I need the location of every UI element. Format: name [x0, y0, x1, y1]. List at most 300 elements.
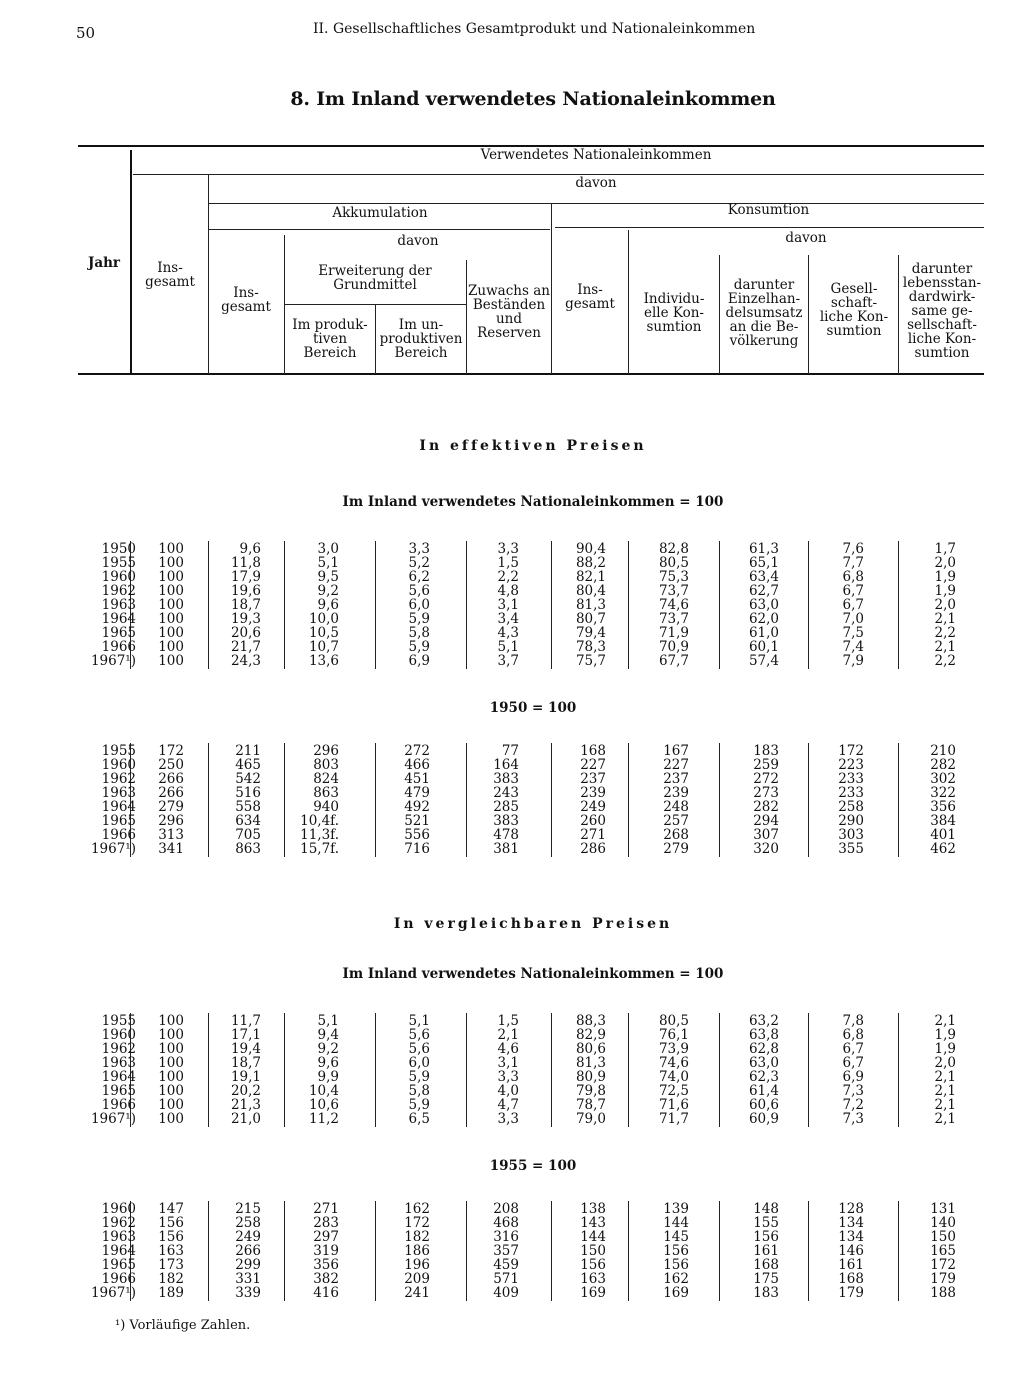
cell-gesellschaftliche: 6,7	[842, 1041, 864, 1057]
section-title-vergleichbar: In vergleichbaren Preisen	[393, 916, 673, 932]
cell-produktiv: 10,4	[308, 1083, 339, 1099]
cell-einzelhandel: 175	[753, 1271, 779, 1287]
cell-einzelhandel: 63,0	[748, 1055, 779, 1071]
cell-gesellschaftliche: 146	[838, 1243, 864, 1259]
col-header-einzelhandel: darunter Einzelhan- delsumsatz an die Be- völkerung	[725, 277, 803, 349]
cell-gesellschaftliche: 258	[838, 799, 864, 815]
cell-akk-insgesamt: 299	[235, 1257, 261, 1273]
cell-zuwachs: 3,1	[497, 1055, 519, 1071]
cell-insgesamt: 100	[158, 1111, 184, 1127]
cell-insgesamt: 147	[158, 1201, 184, 1217]
cell-zuwachs: 459	[493, 1257, 519, 1273]
cell-insgesamt: 100	[158, 555, 184, 571]
col-header-lebensstandard: darunter lebensstan- dardwirk- same ge- sellschaft- liche Kon- sumtion	[902, 261, 982, 361]
cell-einzelhandel: 307	[753, 827, 779, 843]
cell-unproduktiv: 479	[404, 785, 430, 801]
cell-unproduktiv: 272	[404, 743, 430, 759]
cell-akk-insgesamt: 20,6	[230, 625, 261, 641]
cell-gesellschaftliche: 7,7	[842, 555, 864, 571]
cell-jahr: 1966	[101, 1271, 136, 1287]
cell-unproduktiv: 5,8	[408, 625, 430, 641]
cell-jahr: 1962	[101, 771, 136, 787]
cell-lebensstandard: 2,1	[934, 1013, 956, 1029]
cell-insgesamt: 266	[158, 785, 184, 801]
cell-produktiv: 803	[313, 757, 339, 773]
cell-unproduktiv: 162	[404, 1201, 430, 1217]
cell-zuwachs: 4,0	[497, 1083, 519, 1099]
cell-zuwachs: 2,2	[497, 569, 519, 585]
cell-individuelle: 74,0	[658, 1069, 689, 1085]
cell-lebensstandard: 210	[930, 743, 956, 759]
cell-produktiv: 9,9	[317, 1069, 339, 1085]
cell-einzelhandel: 272	[753, 771, 779, 787]
cell-einzelhandel: 155	[753, 1215, 779, 1231]
cell-individuelle: 237	[663, 771, 689, 787]
cell-unproduktiv: 6,2	[408, 569, 430, 585]
cell-individuelle: 257	[663, 813, 689, 829]
cell-einzelhandel: 57,4	[748, 653, 779, 669]
cell-kons-insgesamt: 80,7	[575, 611, 606, 627]
cell-insgesamt: 100	[158, 1027, 184, 1043]
cell-jahr: 1962	[101, 1041, 136, 1057]
col-header-akk-insgesamt: Ins- gesamt	[221, 285, 271, 315]
cell-lebensstandard: 2,1	[934, 639, 956, 655]
cell-einzelhandel: 168	[753, 1257, 779, 1273]
cell-unproduktiv: 5,6	[408, 1027, 430, 1043]
cell-unproduktiv: 556	[404, 827, 430, 843]
cell-zuwachs: 4,8	[497, 583, 519, 599]
cell-produktiv: 824	[313, 771, 339, 787]
cell-produktiv: 863	[313, 785, 339, 801]
col-header-akkumulation: Akkumulation	[332, 205, 428, 221]
cell-gesellschaftliche: 6,7	[842, 583, 864, 599]
cell-akk-insgesamt: 17,1	[230, 1027, 261, 1043]
cell-kons-insgesamt: 88,3	[575, 1013, 606, 1029]
cell-lebensstandard: 384	[930, 813, 956, 829]
cell-individuelle: 71,6	[658, 1097, 689, 1113]
cell-kons-insgesamt: 138	[580, 1201, 606, 1217]
cell-kons-insgesamt: 143	[580, 1215, 606, 1231]
cell-lebensstandard: 2,1	[934, 1111, 956, 1127]
cell-jahr: 1962	[101, 583, 136, 599]
cell-einzelhandel: 282	[753, 799, 779, 815]
cell-kons-insgesamt: 144	[580, 1229, 606, 1245]
col-header-konsumtion: Konsumtion	[727, 202, 810, 218]
cell-kons-insgesamt: 271	[580, 827, 606, 843]
cell-produktiv: 319	[313, 1243, 339, 1259]
cell-lebensstandard: 2,2	[934, 653, 956, 669]
cell-unproduktiv: 241	[404, 1285, 430, 1301]
col-header-jahr: Jahr	[87, 255, 121, 271]
cell-produktiv: 9,4	[317, 1027, 339, 1043]
cell-akk-insgesamt: 19,4	[230, 1041, 261, 1057]
cell-kons-insgesamt: 90,4	[575, 541, 606, 557]
cell-akk-insgesamt: 705	[235, 827, 261, 843]
cell-individuelle: 73,7	[658, 611, 689, 627]
cell-zuwachs: 316	[493, 1229, 519, 1245]
cell-lebensstandard: 356	[930, 799, 956, 815]
cell-unproduktiv: 5,8	[408, 1083, 430, 1099]
cell-akk-insgesamt: 516	[235, 785, 261, 801]
cell-individuelle: 156	[663, 1257, 689, 1273]
cell-einzelhandel: 161	[753, 1243, 779, 1259]
block-subtitle: Im Inland verwendetes Nationaleinkommen = 100	[342, 494, 724, 510]
cell-lebensstandard: 172	[930, 1257, 956, 1273]
cell-individuelle: 156	[663, 1243, 689, 1259]
cell-einzelhandel: 156	[753, 1229, 779, 1245]
cell-unproduktiv: 196	[404, 1257, 430, 1273]
cell-produktiv: 283	[313, 1215, 339, 1231]
cell-insgesamt: 100	[158, 1055, 184, 1071]
cell-kons-insgesamt: 239	[580, 785, 606, 801]
cell-individuelle: 70,9	[658, 639, 689, 655]
cell-unproduktiv: 186	[404, 1243, 430, 1259]
cell-einzelhandel: 60,6	[748, 1097, 779, 1113]
cell-akk-insgesamt: 634	[235, 813, 261, 829]
cell-jahr: 1964	[101, 611, 136, 627]
cell-individuelle: 167	[663, 743, 689, 759]
cell-unproduktiv: 716	[404, 841, 430, 857]
cell-insgesamt: 100	[158, 1041, 184, 1057]
block-subtitle: Im Inland verwendetes Nationaleinkommen = 100	[342, 966, 724, 982]
cell-produktiv: 9,6	[317, 1055, 339, 1071]
cell-kons-insgesamt: 237	[580, 771, 606, 787]
cell-lebensstandard: 1,9	[934, 569, 956, 585]
cell-produktiv: 9,2	[317, 1041, 339, 1057]
cell-individuelle: 74,6	[658, 597, 689, 613]
cell-zuwachs: 3,7	[497, 653, 519, 669]
cell-jahr: 1966	[101, 827, 136, 843]
cell-lebensstandard: 1,9	[934, 1027, 956, 1043]
cell-insgesamt: 250	[158, 757, 184, 773]
cell-kons-insgesamt: 78,7	[575, 1097, 606, 1113]
cell-einzelhandel: 259	[753, 757, 779, 773]
footnote: ¹) Vorläufige Zahlen.	[115, 1318, 251, 1333]
cell-individuelle: 73,9	[658, 1041, 689, 1057]
cell-jahr: 1966	[101, 639, 136, 655]
cell-akk-insgesamt: 21,3	[230, 1097, 261, 1113]
col-header-davon-kons: davon	[785, 230, 827, 246]
cell-kons-insgesamt: 75,7	[575, 653, 606, 669]
cell-kons-insgesamt: 163	[580, 1271, 606, 1287]
cell-zuwachs: 4,7	[497, 1097, 519, 1113]
cell-insgesamt: 341	[158, 841, 184, 857]
cell-unproduktiv: 6,5	[408, 1111, 430, 1127]
cell-insgesamt: 100	[158, 611, 184, 627]
cell-gesellschaftliche: 6,7	[842, 1055, 864, 1071]
cell-einzelhandel: 61,3	[748, 541, 779, 557]
cell-lebensstandard: 131	[930, 1201, 956, 1217]
cell-jahr: 1964	[101, 799, 136, 815]
col-header-unproduktiv: Im un- produktiven Bereich	[379, 317, 463, 361]
cell-lebensstandard: 1,9	[934, 1041, 956, 1057]
cell-zuwachs: 208	[493, 1201, 519, 1217]
col-header-davon-akk: davon	[397, 233, 439, 249]
col-header-insgesamt: Ins- gesamt	[145, 260, 195, 290]
cell-produktiv: 9,6	[317, 597, 339, 613]
cell-individuelle: 248	[663, 799, 689, 815]
cell-zuwachs: 285	[493, 799, 519, 815]
cell-einzelhandel: 320	[753, 841, 779, 857]
cell-zuwachs: 3,3	[497, 1111, 519, 1127]
cell-insgesamt: 172	[158, 743, 184, 759]
cell-gesellschaftliche: 134	[838, 1229, 864, 1245]
cell-lebensstandard: 179	[930, 1271, 956, 1287]
cell-akk-insgesamt: 542	[235, 771, 261, 787]
cell-jahr: 1964	[101, 1243, 136, 1259]
cell-gesellschaftliche: 7,5	[842, 625, 864, 641]
cell-kons-insgesamt: 227	[580, 757, 606, 773]
cell-produktiv: 9,2	[317, 583, 339, 599]
cell-zuwachs: 1,5	[497, 1013, 519, 1029]
cell-produktiv: 10,5	[308, 625, 339, 641]
cell-zuwachs: 77	[501, 743, 519, 759]
cell-unproduktiv: 6,9	[408, 653, 430, 669]
cell-insgesamt: 313	[158, 827, 184, 843]
block-subtitle: 1950 = 100	[489, 700, 577, 716]
cell-einzelhandel: 63,2	[748, 1013, 779, 1029]
cell-lebensstandard: 140	[930, 1215, 956, 1231]
cell-jahr: 1963	[101, 785, 136, 801]
cell-zuwachs: 3,3	[497, 541, 519, 557]
cell-lebensstandard: 401	[930, 827, 956, 843]
cell-produktiv: 13,6	[308, 653, 339, 669]
cell-jahr: 1955	[101, 555, 136, 571]
cell-gesellschaftliche: 134	[838, 1215, 864, 1231]
block-subtitle: 1955 = 100	[489, 1158, 577, 1174]
cell-jahr: 1963	[101, 597, 136, 613]
cell-unproduktiv: 492	[404, 799, 430, 815]
cell-lebensstandard: 2,0	[934, 597, 956, 613]
cell-akk-insgesamt: 19,6	[230, 583, 261, 599]
cell-einzelhandel: 183	[753, 743, 779, 759]
cell-zuwachs: 3,3	[497, 1069, 519, 1085]
cell-jahr: 1967¹)	[90, 653, 136, 669]
cell-gesellschaftliche: 161	[838, 1257, 864, 1273]
cell-insgesamt: 279	[158, 799, 184, 815]
cell-zuwachs: 2,1	[497, 1027, 519, 1043]
cell-zuwachs: 383	[493, 771, 519, 787]
cell-produktiv: 382	[313, 1271, 339, 1287]
cell-zuwachs: 4,6	[497, 1041, 519, 1057]
cell-lebensstandard: 2,1	[934, 1097, 956, 1113]
cell-gesellschaftliche: 168	[838, 1271, 864, 1287]
cell-kons-insgesamt: 82,1	[575, 569, 606, 585]
cell-individuelle: 227	[663, 757, 689, 773]
cell-jahr: 1965	[101, 813, 136, 829]
cell-individuelle: 80,5	[658, 555, 689, 571]
cell-zuwachs: 409	[493, 1285, 519, 1301]
cell-produktiv: 271	[313, 1201, 339, 1217]
cell-kons-insgesamt: 156	[580, 1257, 606, 1273]
cell-einzelhandel: 60,9	[748, 1111, 779, 1127]
cell-zuwachs: 4,3	[497, 625, 519, 641]
cell-gesellschaftliche: 7,8	[842, 1013, 864, 1029]
cell-zuwachs: 1,5	[497, 555, 519, 571]
cell-kons-insgesamt: 260	[580, 813, 606, 829]
cell-insgesamt: 100	[158, 1069, 184, 1085]
cell-akk-insgesamt: 11,8	[230, 555, 261, 571]
cell-akk-insgesamt: 249	[235, 1229, 261, 1245]
running-head: II. Gesellschaftliches Gesamtprodukt und Nationaleinkommen	[313, 21, 756, 37]
cell-individuelle: 71,7	[658, 1111, 689, 1127]
cell-einzelhandel: 65,1	[748, 555, 779, 571]
cell-gesellschaftliche: 233	[838, 771, 864, 787]
cell-einzelhandel: 61,4	[748, 1083, 779, 1099]
cell-kons-insgesamt: 81,3	[575, 1055, 606, 1071]
cell-akk-insgesamt: 24,3	[230, 653, 261, 669]
cell-akk-insgesamt: 215	[235, 1201, 261, 1217]
cell-gesellschaftliche: 6,7	[842, 597, 864, 613]
cell-unproduktiv: 5,9	[408, 611, 430, 627]
cell-lebensstandard: 1,9	[934, 583, 956, 599]
cell-gesellschaftliche: 233	[838, 785, 864, 801]
cell-insgesamt: 100	[158, 1013, 184, 1029]
cell-individuelle: 71,9	[658, 625, 689, 641]
cell-akk-insgesamt: 21,0	[230, 1111, 261, 1127]
cell-lebensstandard: 150	[930, 1229, 956, 1245]
cell-einzelhandel: 294	[753, 813, 779, 829]
cell-jahr: 1962	[101, 1215, 136, 1231]
cell-jahr: 1960	[101, 569, 136, 585]
cell-gesellschaftliche: 290	[838, 813, 864, 829]
cell-individuelle: 162	[663, 1271, 689, 1287]
cell-jahr: 1950	[101, 541, 136, 557]
cell-individuelle: 72,5	[658, 1083, 689, 1099]
cell-jahr: 1964	[101, 1069, 136, 1085]
cell-gesellschaftliche: 7,3	[842, 1111, 864, 1127]
cell-akk-insgesamt: 863	[235, 841, 261, 857]
cell-jahr: 1960	[101, 1201, 136, 1217]
cell-produktiv: 297	[313, 1229, 339, 1245]
cell-insgesamt: 100	[158, 583, 184, 599]
cell-unproduktiv: 5,9	[408, 1069, 430, 1085]
cell-akk-insgesamt: 339	[235, 1285, 261, 1301]
cell-insgesamt: 189	[158, 1285, 184, 1301]
cell-kons-insgesamt: 80,4	[575, 583, 606, 599]
col-header-kons-insgesamt: Ins- gesamt	[565, 282, 615, 312]
cell-zuwachs: 164	[493, 757, 519, 773]
cell-gesellschaftliche: 6,8	[842, 569, 864, 585]
cell-jahr: 1960	[101, 757, 136, 773]
cell-individuelle: 73,7	[658, 583, 689, 599]
cell-lebensstandard: 188	[930, 1285, 956, 1301]
cell-insgesamt: 100	[158, 625, 184, 641]
cell-individuelle: 145	[663, 1229, 689, 1245]
cell-produktiv: 11,3f.	[300, 827, 339, 843]
cell-zuwachs: 357	[493, 1243, 519, 1259]
cell-unproduktiv: 5,1	[408, 1013, 430, 1029]
col-header-zuwachs: Zuwachs an Beständen und Reserven	[468, 283, 550, 341]
cell-produktiv: 5,1	[317, 555, 339, 571]
cell-individuelle: 268	[663, 827, 689, 843]
cell-akk-insgesamt: 18,7	[230, 597, 261, 613]
cell-akk-insgesamt: 258	[235, 1215, 261, 1231]
cell-kons-insgesamt: 79,0	[575, 1111, 606, 1127]
cell-einzelhandel: 273	[753, 785, 779, 801]
cell-jahr: 1963	[101, 1055, 136, 1071]
cell-jahr: 1965	[101, 1257, 136, 1273]
col-header-individuelle: Individu- elle Kon- sumtion	[643, 291, 705, 335]
cell-kons-insgesamt: 169	[580, 1285, 606, 1301]
cell-kons-insgesamt: 78,3	[575, 639, 606, 655]
cell-insgesamt: 100	[158, 597, 184, 613]
cell-akk-insgesamt: 20,2	[230, 1083, 261, 1099]
cell-individuelle: 169	[663, 1285, 689, 1301]
cell-individuelle: 82,8	[658, 541, 689, 557]
cell-akk-insgesamt: 9,6	[239, 541, 261, 557]
cell-einzelhandel: 62,8	[748, 1041, 779, 1057]
cell-produktiv: 940	[313, 799, 339, 815]
cell-lebensstandard: 2,1	[934, 611, 956, 627]
cell-gesellschaftliche: 7,4	[842, 639, 864, 655]
cell-zuwachs: 5,1	[497, 639, 519, 655]
cell-akk-insgesamt: 18,7	[230, 1055, 261, 1071]
cell-gesellschaftliche: 7,6	[842, 541, 864, 557]
cell-akk-insgesamt: 558	[235, 799, 261, 815]
col-header-davon-top: davon	[575, 175, 617, 191]
cell-unproduktiv: 209	[404, 1271, 430, 1287]
cell-kons-insgesamt: 249	[580, 799, 606, 815]
cell-unproduktiv: 5,9	[408, 1097, 430, 1113]
cell-insgesamt: 163	[158, 1243, 184, 1259]
cell-unproduktiv: 3,3	[408, 541, 430, 557]
cell-unproduktiv: 451	[404, 771, 430, 787]
cell-lebensstandard: 2,1	[934, 1083, 956, 1099]
cell-produktiv: 10,6	[308, 1097, 339, 1113]
cell-individuelle: 144	[663, 1215, 689, 1231]
cell-insgesamt: 100	[158, 569, 184, 585]
cell-gesellschaftliche: 128	[838, 1201, 864, 1217]
cell-akk-insgesamt: 331	[235, 1271, 261, 1287]
cell-zuwachs: 468	[493, 1215, 519, 1231]
cell-kons-insgesamt: 81,3	[575, 597, 606, 613]
cell-gesellschaftliche: 223	[838, 757, 864, 773]
cell-insgesamt: 100	[158, 653, 184, 669]
cell-kons-insgesamt: 150	[580, 1243, 606, 1259]
cell-zuwachs: 571	[493, 1271, 519, 1287]
cell-kons-insgesamt: 80,6	[575, 1041, 606, 1057]
cell-unproduktiv: 521	[404, 813, 430, 829]
cell-lebensstandard: 2,2	[934, 625, 956, 641]
cell-akk-insgesamt: 11,7	[230, 1013, 261, 1029]
cell-produktiv: 416	[313, 1285, 339, 1301]
cell-einzelhandel: 62,3	[748, 1069, 779, 1085]
cell-gesellschaftliche: 303	[838, 827, 864, 843]
cell-individuelle: 139	[663, 1201, 689, 1217]
cell-insgesamt: 173	[158, 1257, 184, 1273]
cell-jahr: 1955	[101, 1013, 136, 1029]
cell-produktiv: 5,1	[317, 1013, 339, 1029]
cell-kons-insgesamt: 168	[580, 743, 606, 759]
cell-produktiv: 296	[313, 743, 339, 759]
cell-einzelhandel: 148	[753, 1201, 779, 1217]
cell-insgesamt: 296	[158, 813, 184, 829]
cell-akk-insgesamt: 17,9	[230, 569, 261, 585]
cell-kons-insgesamt: 88,2	[575, 555, 606, 571]
cell-einzelhandel: 62,7	[748, 583, 779, 599]
cell-lebensstandard: 2,0	[934, 555, 956, 571]
cell-akk-insgesamt: 211	[235, 743, 261, 759]
cell-zuwachs: 478	[493, 827, 519, 843]
cell-kons-insgesamt: 80,9	[575, 1069, 606, 1085]
cell-akk-insgesamt: 266	[235, 1243, 261, 1259]
cell-zuwachs: 3,4	[497, 611, 519, 627]
cell-lebensstandard: 282	[930, 757, 956, 773]
cell-kons-insgesamt: 79,4	[575, 625, 606, 641]
cell-insgesamt: 100	[158, 1097, 184, 1113]
cell-gesellschaftliche: 7,0	[842, 611, 864, 627]
